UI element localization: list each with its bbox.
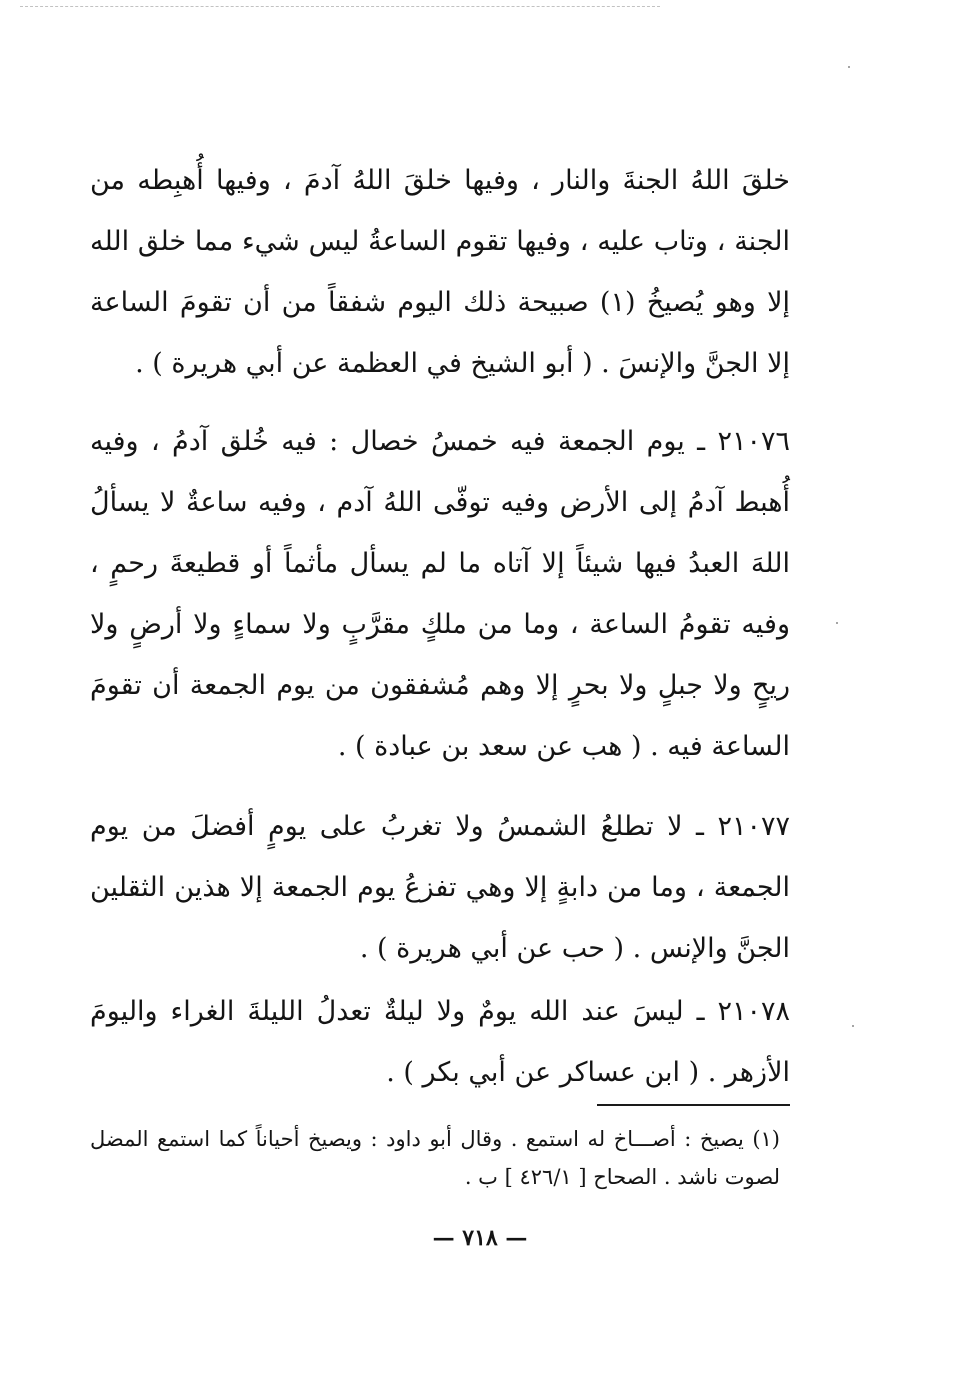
hadith-number: ٢١٠٧٦ — [717, 426, 790, 457]
hadith-21077 — [90, 796, 790, 979]
page-number: — ٧١٨ — — [432, 1225, 528, 1251]
footnote-separator — [597, 1104, 790, 1106]
hadith-21078 — [90, 981, 790, 1103]
scan-speck — [848, 66, 850, 68]
paragraph-text: ـ يوم الجمعة فيه خمسُ خصال : فيه خُلق آدمُ ، وفيه أُهبط آدمُ إلى الأرض وفيه توفّى اللهُ آدم ، وفيه ساعةٌ لا يسألُ اللهَ العبدُ فيها شيئاً إلا آتاه ما لم يسأل مأثماً أو قطيعةَ رحمٍ ، وفيه تقومُ الساعة ، وما من ملكٍ مقرَّبٍ ولا سماءٍ ولا أرضٍ ولا ريحٍ ولا جبلٍ ولا بحرٍ إلا وهم مُشفقون من يوم الجمعة أن تقومَ الساعة فيه . ( هب عن سعد بن عبادة ) . — [90, 426, 790, 762]
hadith-number: ٢١٠٧٨ — [717, 996, 790, 1027]
scan-speck — [836, 622, 838, 624]
footnote-text: (١) يصيخ : أصـــاخ له استمع . وقال أبو داود : ويصيخ أحياناً كما استمع المضل لصوت ناشد . الصحاح [ ٤٢٦/١ ] ب . — [90, 1127, 780, 1189]
hadith-number: ٢١٠٧٧ — [717, 811, 790, 842]
top-scan-edge — [20, 6, 660, 7]
paragraph-text: خلقَ اللهُ الجنةَ والنار ، وفيها خلقَ اللهُ آدمَ ، وفيها أُهبِطه من الجنة ، وتاب عليه ، وفيها تقوم الساعةُ ليس شيء مما خلق الله إلا وهو يُصيخُ (١) صبيحة ذلك اليوم شفقاً من أن تقومَ الساعة إلا الجنَّ والإنسَ . ( أبو الشيخ في العظمة عن أبي هريرة ) . — [90, 165, 791, 379]
paragraph-continuation — [90, 150, 790, 394]
scan-speck — [852, 1025, 854, 1027]
footnote — [90, 1120, 780, 1196]
paragraph-text: ـ لا تطلعُ الشمسُ ولا تغربُ على يومٍ أفضلَ من يوم الجمعة ، وما من دابةٍ إلا وهي تفزعُ يوم الجمعة إلا هذين الثقلين الجنَّ والإنس . ( حب عن أبي هريرة ) . — [90, 811, 790, 964]
hadith-21076 — [90, 411, 790, 777]
paragraph-text: ـ ليسَ عند الله يومٌ ولا ليلةٌ تعدلُ الليلةَ الغراء واليومَ الأزهر . ( ابن عساكر عن أبي بكر ) . — [90, 996, 790, 1088]
